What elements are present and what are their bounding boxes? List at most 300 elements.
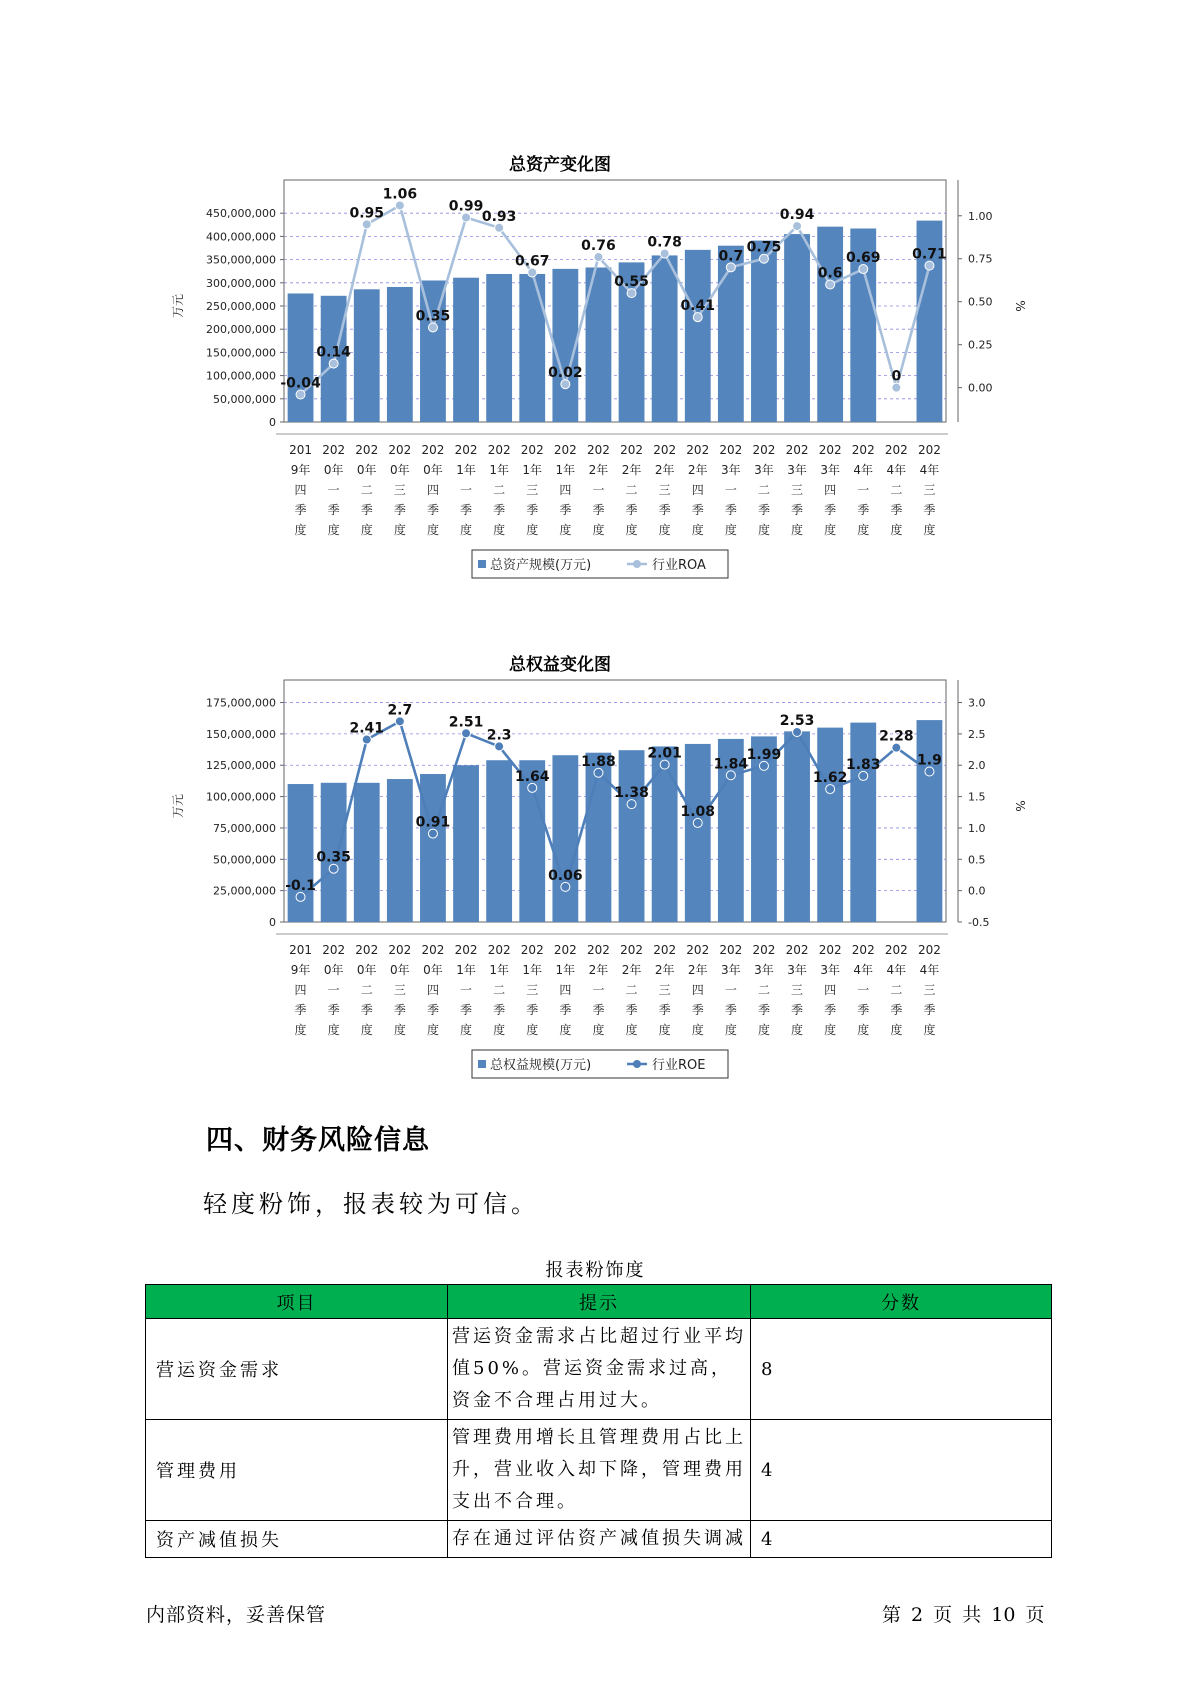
x-tick-label: 202 <box>454 443 478 457</box>
legend-label-line: 行业ROA <box>652 558 706 573</box>
x-tick-label: 202 <box>884 943 908 957</box>
x-tick-label: 二 <box>757 483 770 497</box>
bar <box>784 234 810 422</box>
bar <box>486 274 512 422</box>
x-tick-label: 季 <box>724 503 737 517</box>
x-tick-label: 季 <box>460 1003 473 1017</box>
x-tick-label: 1年 <box>555 463 576 477</box>
x-tick-label: 四 <box>294 483 307 497</box>
x-tick-label: 度 <box>658 523 671 537</box>
x-tick-label: 度 <box>559 1023 572 1037</box>
x-tick-label: 三 <box>791 483 804 497</box>
x-tick-label: 度 <box>857 523 870 537</box>
x-tick-label: 季 <box>559 1003 572 1017</box>
x-tick-label: 201 <box>289 943 313 957</box>
bar <box>850 723 876 922</box>
x-tick-label: 季 <box>526 503 539 517</box>
x-tick-label: 3年 <box>787 463 807 477</box>
x-tick-label: 季 <box>393 1003 406 1017</box>
x-tick-label: 1年 <box>489 463 509 477</box>
x-tick-label: 202 <box>520 943 544 957</box>
y-tick-label: 200,000,000 <box>206 323 276 337</box>
x-tick-label: 0年 <box>323 963 344 977</box>
x-tick-label: 季 <box>294 503 307 517</box>
x-tick-label: 度 <box>824 523 837 537</box>
x-tick-label: 季 <box>592 503 605 517</box>
x-tick-label: 度 <box>559 523 572 537</box>
x-tick-label: 一 <box>592 983 605 997</box>
x-tick-label: 四 <box>824 983 837 997</box>
x-tick-label: 季 <box>294 1003 307 1017</box>
x-tick-label: 度 <box>426 1023 439 1037</box>
bar <box>354 289 380 422</box>
data-label: 0.69 <box>845 250 881 267</box>
data-label: 1.9 <box>917 752 942 769</box>
x-tick-label: 度 <box>526 523 539 537</box>
bar <box>652 255 678 422</box>
x-tick-label: 度 <box>294 523 307 537</box>
y-tick-label: 450,000,000 <box>206 207 276 221</box>
x-tick-label: 季 <box>559 503 572 517</box>
x-tick-label: 202 <box>785 943 809 957</box>
x-tick-label: 202 <box>454 943 478 957</box>
x-tick-label: 季 <box>857 503 870 517</box>
x-tick-label: 度 <box>493 523 506 537</box>
data-label: 2.7 <box>387 702 413 719</box>
data-label: 0.67 <box>514 253 550 270</box>
bar <box>288 293 314 422</box>
y-tick-label: 150,000,000 <box>206 346 276 360</box>
x-tick-label: 四 <box>559 983 572 997</box>
x-tick-label: 季 <box>791 1003 804 1017</box>
x-tick-label: 季 <box>691 1003 704 1017</box>
x-tick-label: 季 <box>923 1003 936 1017</box>
chart-title: 总资产变化图 <box>509 155 611 175</box>
x-tick-label: 季 <box>824 503 837 517</box>
risk-summary: 轻度粉饰，报表较为可信。 <box>203 1190 539 1218</box>
x-tick-label: 度 <box>691 1023 704 1037</box>
x-tick-label: 202 <box>421 443 445 457</box>
x-tick-label: 一 <box>327 983 340 997</box>
data-label: 0.14 <box>316 344 351 361</box>
x-tick-label: 季 <box>890 1003 903 1017</box>
data-label: 2.3 <box>486 727 512 744</box>
x-tick-label: 季 <box>857 1003 870 1017</box>
x-tick-label: 季 <box>824 1003 837 1017</box>
x-tick-label: 二 <box>757 983 770 997</box>
x-tick-label: 度 <box>757 1023 770 1037</box>
y-tick-label: 50,000,000 <box>213 392 276 406</box>
x-tick-label: 度 <box>393 523 406 537</box>
x-tick-label: 度 <box>724 1023 737 1037</box>
data-label: 0.94 <box>779 207 815 224</box>
footer-page-number: 第 2 页 共 10 页 <box>882 1604 1045 1626</box>
data-label: 1.06 <box>382 186 418 203</box>
x-tick-label: 度 <box>493 1023 506 1037</box>
x-tick-label: 0年 <box>390 963 410 977</box>
x-tick-label: 季 <box>393 503 406 517</box>
x-tick-label: 季 <box>625 503 638 517</box>
x-tick-label: 二 <box>493 483 506 497</box>
total-equity-chart <box>150 646 1027 1096</box>
data-label: 0.6 <box>817 265 843 282</box>
total-assets-chart <box>150 146 1027 596</box>
header-score: 分数 <box>751 1285 1052 1319</box>
x-tick-label: 202 <box>653 443 677 457</box>
bar <box>817 227 843 422</box>
legend-label-bar: 总资产规模(万元) <box>490 558 592 573</box>
x-tick-label: 度 <box>327 523 340 537</box>
x-tick-label: 3年 <box>721 463 741 477</box>
table-row <box>146 1319 1052 1420</box>
x-tick-label: 季 <box>360 503 373 517</box>
data-label: 1.62 <box>812 770 848 787</box>
x-tick-label: 202 <box>686 443 710 457</box>
x-tick-label: 度 <box>294 1023 307 1037</box>
x-tick-label: 0年 <box>423 463 443 477</box>
x-tick-label: 2年 <box>654 963 675 977</box>
x-tick-label: 四 <box>294 983 307 997</box>
x-tick-label: 202 <box>719 943 743 957</box>
x-tick-label: 9年 <box>290 463 311 477</box>
x-tick-label: 季 <box>691 503 704 517</box>
x-tick-label: 季 <box>327 503 340 517</box>
bar <box>917 720 943 922</box>
x-tick-label: 3年 <box>754 963 774 977</box>
row-hint: 管理费用增长且管理费用占比上升，营业收入却下降，管理费用支出不合理。 <box>448 1420 751 1521</box>
x-tick-label: 季 <box>526 1003 539 1017</box>
data-label: 0.91 <box>415 814 451 831</box>
x-tick-label: 四 <box>824 483 837 497</box>
x-tick-label: 202 <box>851 443 875 457</box>
data-label: 2.01 <box>647 745 682 762</box>
x-tick-label: 季 <box>327 1003 340 1017</box>
x-tick-label: 三 <box>658 983 671 997</box>
x-tick-label: 季 <box>757 503 770 517</box>
row-score: 8 <box>751 1319 1052 1420</box>
data-label: 0.71 <box>912 246 947 263</box>
x-tick-label: 202 <box>355 943 379 957</box>
x-tick-label: 1年 <box>456 963 476 977</box>
x-tick-label: 202 <box>553 443 577 457</box>
bar <box>453 278 479 422</box>
y-axis-label: 万元 <box>171 793 185 819</box>
bar <box>354 783 380 922</box>
x-tick-label: 一 <box>857 983 870 997</box>
y2-tick-label: 0.50 <box>968 295 993 309</box>
risk-table <box>145 1284 1052 1558</box>
x-tick-label: 二 <box>360 983 373 997</box>
row-item: 管理费用 <box>146 1420 448 1521</box>
x-tick-label: 2年 <box>687 463 708 477</box>
x-tick-label: 2年 <box>621 963 642 977</box>
data-label: 0.35 <box>415 308 451 325</box>
x-tick-label: 季 <box>592 1003 605 1017</box>
x-tick-label: 202 <box>620 443 644 457</box>
x-tick-label: 202 <box>917 443 941 457</box>
x-tick-label: 度 <box>625 1023 638 1037</box>
x-tick-label: 4年 <box>853 463 874 477</box>
x-tick-label: 三 <box>658 483 671 497</box>
x-tick-label: 202 <box>487 443 511 457</box>
chart-title: 总权益变化图 <box>509 655 611 675</box>
x-tick-label: 3年 <box>820 963 840 977</box>
x-tick-label: 2年 <box>654 463 675 477</box>
x-tick-label: 202 <box>818 943 842 957</box>
x-tick-label: 度 <box>460 1023 473 1037</box>
y-tick-label: 125,000,000 <box>206 759 276 773</box>
x-tick-label: 一 <box>460 983 473 997</box>
x-tick-label: 3年 <box>721 963 741 977</box>
x-tick-label: 季 <box>791 503 804 517</box>
x-tick-label: 202 <box>586 443 610 457</box>
legend-swatch-marker <box>633 1060 641 1068</box>
x-tick-label: 四 <box>559 483 572 497</box>
data-label: 1.84 <box>713 756 749 773</box>
y-tick-label: 0 <box>269 416 276 429</box>
y-tick-label: 25,000,000 <box>213 884 276 898</box>
x-tick-label: 1年 <box>522 963 543 977</box>
bar <box>387 287 413 422</box>
y2-tick-label: 0.00 <box>968 381 993 395</box>
total-assets-chart-svg <box>150 146 1027 586</box>
x-tick-label: 四 <box>426 483 439 497</box>
row-hint: 存在通过评估资产减值损失调减 <box>448 1521 751 1558</box>
x-tick-label: 四 <box>426 983 439 997</box>
bar <box>552 755 578 922</box>
x-tick-label: 三 <box>526 983 539 997</box>
x-tick-label: 3年 <box>754 463 774 477</box>
x-tick-label: 度 <box>658 1023 671 1037</box>
data-label: -0.1 <box>285 877 316 894</box>
x-tick-label: 二 <box>360 483 373 497</box>
x-tick-label: 4年 <box>853 963 874 977</box>
x-tick-label: 202 <box>487 943 511 957</box>
y-tick-label: 150,000,000 <box>206 727 276 741</box>
y2-tick-label: 0.0 <box>968 884 986 898</box>
total-equity-chart-svg <box>150 646 1027 1086</box>
x-tick-label: 三 <box>923 483 936 497</box>
section-heading: 四、财务风险信息 <box>206 1125 430 1156</box>
x-tick-label: 度 <box>857 1023 870 1037</box>
x-tick-label: 4年 <box>886 963 907 977</box>
bar <box>652 746 678 922</box>
data-label: 0.95 <box>349 205 385 222</box>
y2-tick-label: 2.5 <box>968 727 986 741</box>
x-tick-label: 0年 <box>423 963 443 977</box>
x-tick-label: 季 <box>493 503 506 517</box>
x-tick-label: 一 <box>857 483 870 497</box>
table-caption: 报表粉饰度 <box>545 1260 646 1281</box>
x-tick-label: 2年 <box>588 463 609 477</box>
x-tick-label: 三 <box>923 983 936 997</box>
x-tick-label: 0年 <box>356 963 377 977</box>
x-tick-label: 二 <box>625 983 638 997</box>
y2-tick-label: 0.75 <box>968 252 993 266</box>
data-label: 1.38 <box>614 785 649 802</box>
header-hint: 提示 <box>448 1285 751 1319</box>
bar <box>453 765 479 922</box>
data-label: -0.04 <box>280 375 321 392</box>
y2-tick-label: -0.5 <box>968 916 990 929</box>
row-score: 4 <box>751 1420 1052 1521</box>
x-tick-label: 202 <box>653 943 677 957</box>
x-tick-label: 3年 <box>820 463 840 477</box>
row-score: 4 <box>751 1521 1052 1558</box>
bar <box>619 750 645 922</box>
x-tick-label: 202 <box>917 943 941 957</box>
x-tick-label: 季 <box>923 503 936 517</box>
y2-tick-label: 1.0 <box>968 821 986 835</box>
y-tick-label: 100,000,000 <box>206 369 276 383</box>
x-tick-label: 202 <box>752 943 776 957</box>
y2-axis-label: % <box>1013 800 1027 812</box>
bar <box>685 744 711 922</box>
table-row <box>146 1521 1052 1558</box>
table-header-row <box>146 1285 1052 1319</box>
data-label: 0.41 <box>680 298 716 315</box>
x-tick-label: 季 <box>658 1003 671 1017</box>
x-tick-label: 二 <box>890 983 903 997</box>
row-item: 资产减值损失 <box>146 1521 448 1558</box>
legend-swatch-marker <box>633 560 641 568</box>
bar <box>685 250 711 422</box>
x-tick-label: 季 <box>460 503 473 517</box>
x-tick-label: 度 <box>890 523 903 537</box>
x-tick-label: 度 <box>691 523 704 537</box>
x-tick-label: 202 <box>620 943 644 957</box>
x-tick-label: 度 <box>923 523 936 537</box>
data-label: 1.83 <box>845 756 881 773</box>
x-tick-label: 季 <box>493 1003 506 1017</box>
y-tick-label: 50,000,000 <box>213 853 276 867</box>
x-tick-label: 季 <box>426 503 439 517</box>
x-tick-label: 季 <box>724 1003 737 1017</box>
x-tick-label: 一 <box>327 483 340 497</box>
y-tick-label: 250,000,000 <box>206 300 276 313</box>
bar <box>784 731 810 922</box>
y2-tick-label: 0.25 <box>968 338 993 352</box>
y-tick-label: 350,000,000 <box>206 253 276 267</box>
x-tick-label: 度 <box>592 523 605 537</box>
y2-tick-label: 1.5 <box>968 790 986 804</box>
x-tick-label: 二 <box>493 983 506 997</box>
x-tick-label: 2年 <box>588 963 609 977</box>
x-tick-label: 1年 <box>555 963 576 977</box>
bar <box>420 774 446 922</box>
x-tick-label: 度 <box>460 523 473 537</box>
header-item: 项目 <box>146 1285 448 1319</box>
x-tick-label: 0年 <box>323 463 344 477</box>
y-axis-label: 万元 <box>171 293 185 319</box>
data-label: 0.02 <box>548 365 583 382</box>
data-label: 2.41 <box>349 720 385 737</box>
y2-tick-label: 0.5 <box>968 853 986 867</box>
y-tick-label: 175,000,000 <box>206 696 276 710</box>
data-label: 0.78 <box>647 234 682 251</box>
x-tick-label: 0年 <box>356 463 377 477</box>
x-tick-label: 202 <box>553 943 577 957</box>
x-tick-label: 四 <box>691 483 704 497</box>
row-hint: 营运资金需求占比超过行业平均值50%。营运资金需求过高，资金不合理占用过大。 <box>448 1319 751 1420</box>
x-tick-label: 季 <box>625 1003 638 1017</box>
x-tick-label: 季 <box>658 503 671 517</box>
data-label: 2.53 <box>779 713 815 730</box>
x-tick-label: 三 <box>526 483 539 497</box>
x-tick-label: 度 <box>426 523 439 537</box>
data-label: 0.7 <box>718 248 744 265</box>
data-label: 0.35 <box>316 849 351 866</box>
row-item: 营运资金需求 <box>146 1319 448 1420</box>
x-tick-label: 202 <box>388 943 412 957</box>
x-tick-label: 4年 <box>919 963 940 977</box>
legend-label-line: 行业ROE <box>652 1058 706 1073</box>
x-tick-label: 1年 <box>489 963 509 977</box>
footer-confidential: 内部资料，妥善保管 <box>146 1604 327 1626</box>
x-tick-label: 二 <box>890 483 903 497</box>
y2-tick-label: 1.00 <box>968 209 993 223</box>
x-tick-label: 度 <box>327 1023 340 1037</box>
x-tick-label: 季 <box>757 1003 770 1017</box>
x-tick-label: 度 <box>890 1023 903 1037</box>
bar <box>751 241 777 422</box>
x-tick-label: 202 <box>586 943 610 957</box>
x-tick-label: 一 <box>592 483 605 497</box>
x-tick-label: 度 <box>625 523 638 537</box>
x-tick-label: 一 <box>724 483 737 497</box>
x-tick-label: 0年 <box>390 463 410 477</box>
x-tick-label: 1年 <box>456 463 476 477</box>
x-tick-label: 202 <box>884 443 908 457</box>
data-label: 0 <box>891 368 902 385</box>
bar <box>486 760 512 922</box>
y2-axis-label: % <box>1013 300 1027 312</box>
x-tick-label: 季 <box>360 1003 373 1017</box>
x-tick-label: 度 <box>791 523 804 537</box>
bar <box>586 753 612 922</box>
x-tick-label: 度 <box>791 1023 804 1037</box>
x-tick-label: 度 <box>393 1023 406 1037</box>
x-tick-label: 202 <box>421 943 445 957</box>
y-tick-label: 0 <box>269 916 276 929</box>
x-tick-label: 三 <box>393 983 406 997</box>
x-tick-label: 季 <box>890 503 903 517</box>
data-label: 1.99 <box>746 746 782 763</box>
x-tick-label: 二 <box>625 483 638 497</box>
y2-tick-label: 3.0 <box>968 696 986 710</box>
data-label: 2.28 <box>879 728 914 745</box>
bar <box>519 274 545 422</box>
x-tick-label: 度 <box>824 1023 837 1037</box>
data-label: 1.08 <box>680 803 716 820</box>
y-tick-label: 300,000,000 <box>206 276 276 290</box>
data-label: 0.93 <box>481 208 517 225</box>
x-tick-label: 度 <box>360 523 373 537</box>
x-tick-label: 202 <box>322 443 346 457</box>
data-label: 0.75 <box>746 239 782 256</box>
table-row <box>146 1420 1052 1521</box>
x-tick-label: 度 <box>757 523 770 537</box>
x-tick-label: 202 <box>752 443 776 457</box>
x-tick-label: 202 <box>322 943 346 957</box>
data-label: 1.88 <box>581 753 616 770</box>
x-tick-label: 2年 <box>621 463 642 477</box>
x-tick-label: 202 <box>520 443 544 457</box>
data-label: 0.76 <box>581 238 616 255</box>
x-tick-label: 202 <box>851 943 875 957</box>
x-tick-label: 202 <box>719 443 743 457</box>
x-tick-label: 度 <box>592 1023 605 1037</box>
